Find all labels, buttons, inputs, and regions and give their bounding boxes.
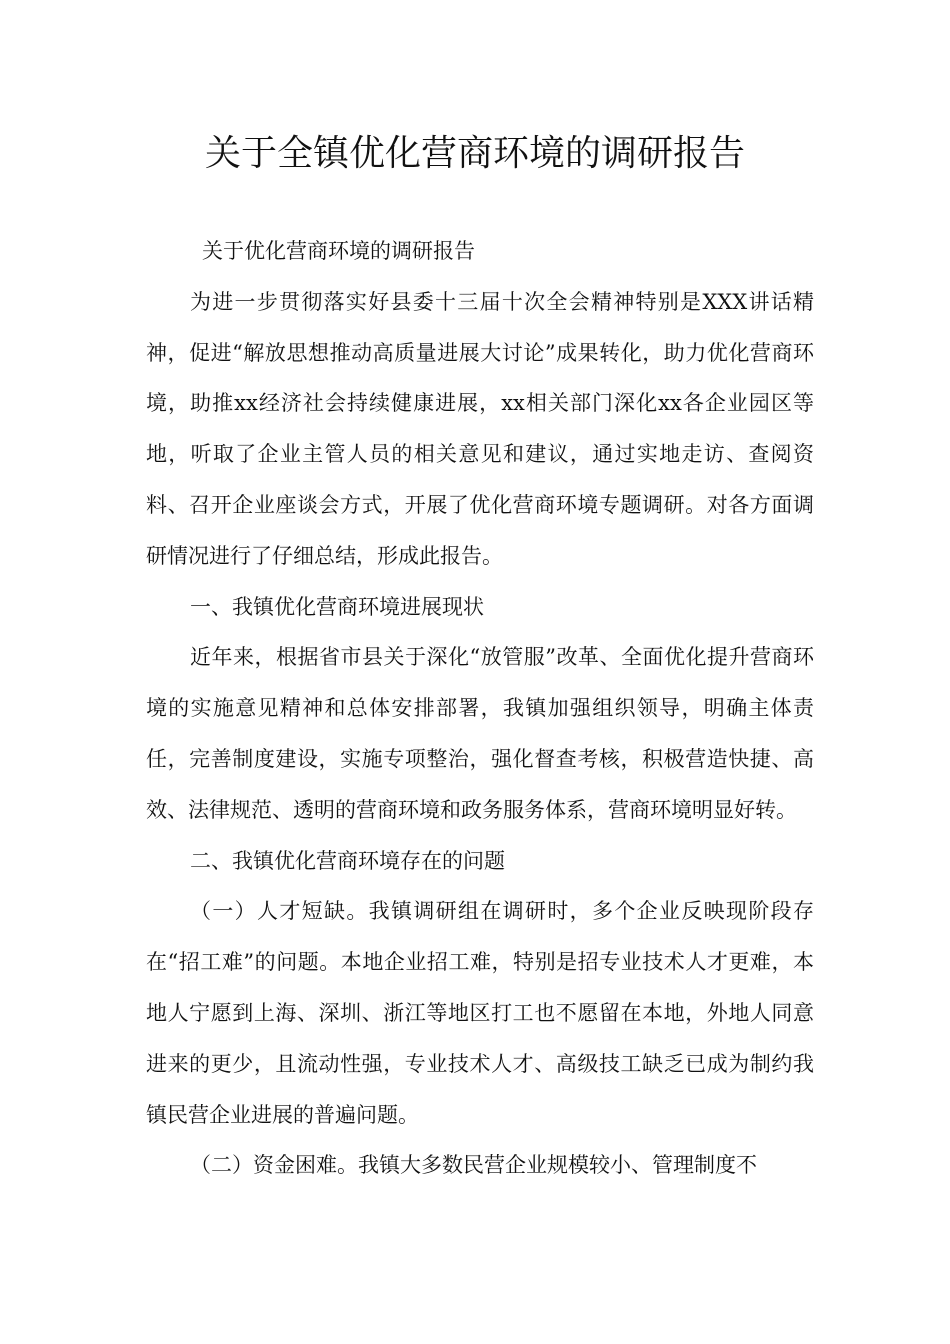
problem-talent-paragraph: （一）人才短缺。我镇调研组在调研时，多个企业反映现阶段存在“招工难”的问题。本地企业招工难，特别是招专业技术人才更难，本地人宁愿到上海、深圳、浙江等地区打工也不愿留在本地，外地人同意进来的更少，且流动性强，专业技术人才、高级技工缺乏已成为制约我镇民营企业进展的普遍问题。	[146, 899, 814, 1127]
section-heading-problems: 二、我镇优化营商环境存在的问题	[190, 848, 505, 873]
problem-funding-paragraph: （二）资金困难。我镇大多数民营企业规模较小、管理制度不	[190, 1153, 757, 1178]
report-subtitle: 关于优化营商环境的调研报告	[202, 239, 475, 263]
document-body	[146, 226, 814, 1191]
section-heading-status: 一、我镇优化营商环境进展现状	[190, 594, 484, 619]
intro-paragraph: 为进一步贯彻落实好县委十三届十次全会精神特别是XXX讲话精神，促进“解放思想推动高质量进展大讨论”成果转化，助力优化营商环境，助推xx经济社会持续健康进展，xx相关部门深化xx各企业园区等地，听取了企业主管人员的相关意见和建议，通过实地走访、查阅资料、召开企业座谈会方式，开展了优化营商环境专题调研。对各方面调研情况进行了仔细总结，形成此报告。	[146, 289, 814, 568]
status-paragraph: 近年来，根据省市县关于深化“放管服”改革、全面优化提升营商环境的实施意见精神和总体安排部署，我镇加强组织领导，明确主体责任，完善制度建设，实施专项整治，强化督查考核，积极营造快捷、高效、法律规范、透明的营商环境和政务服务体系，营商环境明显好转。	[146, 645, 814, 822]
document-title: 关于全镇优化营商环境的调研报告	[204, 133, 745, 174]
